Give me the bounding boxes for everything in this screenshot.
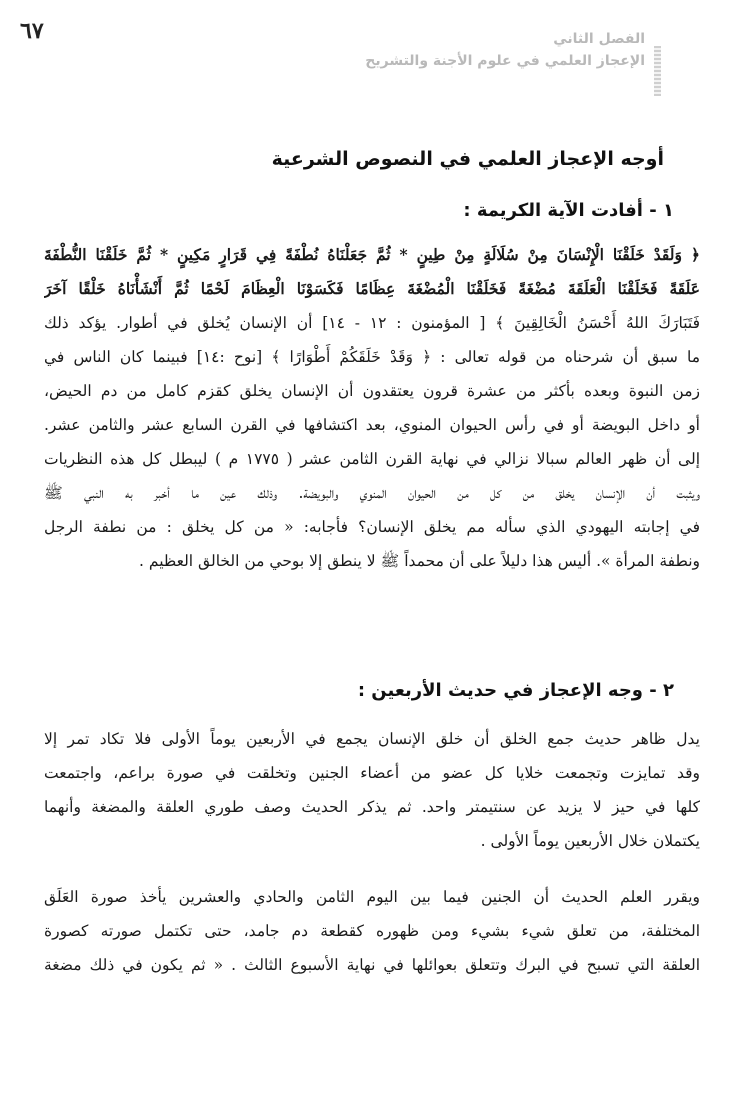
part2-paragraph-1 <box>44 722 700 858</box>
text-line: ونطفة المرأة ». أليس هذا دليلاً على أن محمداً ﷺ لا ينطق إلا بوحي من الخالق العظيم . <box>139 552 700 570</box>
part1-heading: ١ - أفادت الآية الكريمة : <box>463 200 674 221</box>
text-line: وقد تمايزت وتجمعت خلايا كل عضو من أعضاء الجنين وتخلقت في صورة براعم، واجتمعت <box>44 764 700 782</box>
text-line: أو داخل البويضة أو في رأس الحيوان المنوي، بعد اكتشافها في القرن السابع عشر والثامن عشر. <box>44 416 700 434</box>
part2-heading: ٢ - وجه الإعجاز في حديث الأربعين : <box>357 680 674 701</box>
running-header <box>300 28 645 72</box>
text-line: فَتَبَارَكَ اللهُ أَحْسَنُ الْخَالِقِينَ ﴾ [ المؤمنون : ١٢ - ١٤] أن الإنسان يُخلق في أطوار. يؤكد ذلك <box>44 314 700 332</box>
text-line: عَلَقَةً فَخَلَقْنَا الْعَلَقَةَ مُضْغَةً فَخَلَقْنَا الْمُضْغَةَ عِظَامًا فَكَسَوْنَا الْعِظَامَ لَحْمًا ثُمَّ أَنْشَأْنَاهُ خَلْقًا آخَرَ <box>44 279 700 298</box>
part2-paragraph-2 <box>44 880 700 982</box>
running-header-subject: الإعجاز العلمي في علوم الأجنة والتشريح <box>365 53 645 69</box>
text-line: يدل ظاهر حديث جمع الخلق أن خلق الإنسان يجمع في الأربعين يوماً الأولى فلا تكاد تمر إلا <box>44 730 700 748</box>
text-line: المختلفة، من تعلق شيء بشيء ومن ظهوره كقطعة دم جامد، حتى تكتمل صورته كصورة <box>44 922 700 940</box>
text-line: ﴿ وَلَقَدْ خَلَقْنَا الْإِنْسَانَ مِنْ سُلَالَةٍ مِنْ طِينٍ * ثُمَّ جَعَلْنَاهُ نُطْفَةً فِي قَرَارٍ مَكِينٍ * ثُمَّ خَلَقْنَا النُّطْفَةَ <box>44 245 700 264</box>
page-number: ٦٧ <box>20 18 44 44</box>
text-line: ما سبق أن شرحناه من قوله تعالى : ﴿ وَقَدْ خَلَقَكُمْ أَطْوَارًا ﴾ [نوح :١٤] فبينما كان الناس في <box>44 348 700 366</box>
header-decorative-bar <box>654 46 661 96</box>
section-title: أوجه الإعجاز العلمي في النصوص الشرعية <box>271 148 664 170</box>
text-line: زمن النبوة وبعده بأكثر من عشرة قرون يعتقدون أن الإنسان يخلق كقزم كامل من دم الحيض، <box>44 382 700 400</box>
text-line: في إجابته اليهودي الذي سأله مم يخلق الإنسان؟ فأجابه: « من كل يخلق : من نطفة الرجل <box>44 518 700 536</box>
text-line: ويقرر العلم الحديث أن الجنين فيما بين اليوم الثامن والحادي والعشرين يأخذ صورة العَلَق <box>44 888 700 906</box>
part1-body-continued <box>44 306 700 578</box>
running-header-chapter: الفصل الثاني <box>553 31 645 47</box>
text-line: العلقة التي تسبح في البرك وتتعلق بعوائلها في نهاية الأسبوع الثالث . « ثم يكون في ذلك مضغة <box>44 956 700 974</box>
text-line: كلها في حيز لا يزيد عن سنتيمتر واحد. ثم يذكر الحديث وصف طوري العلقة والمضغة وأنهما <box>44 798 700 816</box>
text-line: يكتملان خلال الأربعين يوماً الأولى . <box>480 832 700 850</box>
text-line: ويثبت أن الإنسان يخلق من كل من الحيوان المنوي والبويضة. وذلك عين ما أخبر به النبي ﷺ <box>44 484 700 502</box>
part1-body <box>44 238 700 306</box>
text-line: إلى أن ظهر العالم سبالا نزالي في نهاية القرن الثامن عشر ( ١٧٧٥ م ) ليبطل كل هذه النظريات <box>44 450 700 468</box>
